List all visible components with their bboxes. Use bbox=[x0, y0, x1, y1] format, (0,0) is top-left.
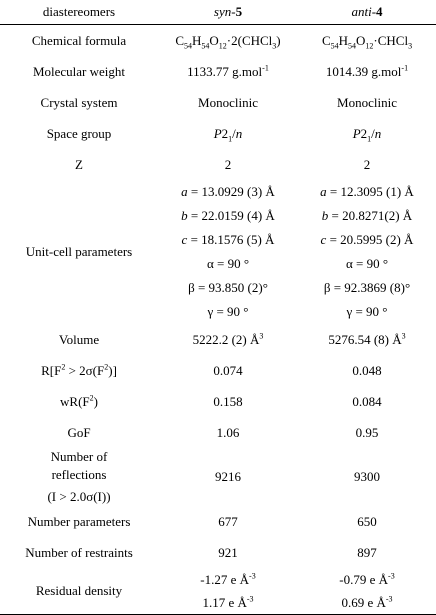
label-residual: Residual density bbox=[0, 568, 158, 615]
refl-line1: Number of bbox=[50, 449, 108, 464]
syn-c: c = 18.1576 (5) Å bbox=[181, 232, 275, 247]
label-r: $R[F^2 > 2\sigma(F^2)]$ bbox=[41, 362, 117, 378]
header-label: diastereomers bbox=[0, 0, 158, 25]
refl-line2: reflections bbox=[51, 467, 107, 482]
row-wr bbox=[0, 386, 436, 417]
label-gof: GoF bbox=[67, 424, 91, 440]
label-formula: Chemical formula bbox=[31, 32, 127, 48]
value-anti-crystal: Monoclinic bbox=[337, 94, 397, 110]
syn-resid-min: -1.27 e $Å^{-3}$ bbox=[200, 571, 256, 587]
value-syn-r: 0.074 bbox=[213, 362, 243, 378]
row-mw bbox=[0, 56, 436, 87]
value-syn-crystal: Monoclinic bbox=[198, 94, 258, 110]
value-anti-z: 2 bbox=[363, 156, 371, 172]
value-syn-gof: 1.06 bbox=[216, 424, 240, 440]
refl-line3: (I > 2.0σ(I)) bbox=[47, 489, 111, 504]
value-anti-nrestr: 897 bbox=[357, 544, 377, 560]
syn-a: a = 13.0929 (3) Å bbox=[181, 184, 275, 199]
header-row bbox=[0, 0, 436, 25]
row-r bbox=[0, 355, 436, 386]
label-nrestr: Number of restraints bbox=[25, 544, 133, 560]
value-anti-volume: 5276.54 (8) $Å^3$ bbox=[328, 331, 406, 347]
value-anti-mw: 1014.39 g.mol$^{-1}$ bbox=[325, 63, 409, 79]
value-syn-reflections: 9216 bbox=[215, 469, 241, 484]
value-syn-residual bbox=[158, 568, 298, 615]
row-crystal bbox=[0, 87, 436, 118]
label-volume: Volume bbox=[58, 331, 100, 347]
value-syn-z: 2 bbox=[224, 156, 232, 172]
value-anti-nparam: 650 bbox=[357, 513, 377, 529]
syn-b: b = 22.0159 (4) Å bbox=[181, 208, 275, 223]
label-mw: Molecular weight bbox=[32, 63, 126, 79]
value-syn-mw: 1133.77 g.mol$^{-1}$ bbox=[187, 63, 269, 79]
row-space bbox=[0, 118, 436, 149]
label-wr: $wR(F^2)$ bbox=[60, 393, 98, 409]
value-anti-wr: 0.084 bbox=[352, 393, 382, 409]
syn-beta: β = 93.850 (2)° bbox=[188, 280, 268, 295]
anti-c: c = 20.5995 (2) Å bbox=[320, 232, 414, 247]
value-anti-formula: $C_{54}H_{54}O_{12}\cdot CHCl_3$ bbox=[321, 32, 413, 51]
syn-alpha: α = 90 ° bbox=[206, 256, 250, 271]
value-syn-unitcell bbox=[158, 180, 298, 324]
anti-beta: β = 92.3869 (8)° bbox=[323, 280, 411, 295]
row-reflections bbox=[0, 448, 436, 506]
syn-gamma: γ = 90 ° bbox=[207, 304, 249, 319]
anti-gamma: γ = 90 ° bbox=[346, 304, 388, 319]
value-anti-unitcell bbox=[298, 180, 436, 324]
row-residual bbox=[0, 568, 436, 615]
anti-a: a = 12.3095 (1) Å bbox=[320, 184, 414, 199]
row-nrestr bbox=[0, 537, 436, 568]
row-volume bbox=[0, 324, 436, 355]
anti-alpha: α = 90 ° bbox=[345, 256, 389, 271]
label-nparam: Number parameters bbox=[27, 513, 131, 529]
value-syn-wr: 0.158 bbox=[213, 393, 243, 409]
value-anti-reflections: 9300 bbox=[354, 469, 380, 484]
value-anti-residual bbox=[298, 568, 436, 615]
value-syn-formula: $C_{54}H_{54}O_{12}\cdot 2(CHCl_3)$ bbox=[175, 32, 281, 51]
value-syn-nrestr: 921 bbox=[218, 544, 238, 560]
value-anti-r: 0.048 bbox=[352, 362, 382, 378]
row-z bbox=[0, 149, 436, 180]
label-z: Z bbox=[75, 156, 83, 172]
value-syn-space: $P2_1/n$ bbox=[213, 125, 243, 144]
header-syn: syn-5 bbox=[158, 0, 298, 25]
row-nparam bbox=[0, 506, 436, 537]
value-anti-gof: 0.95 bbox=[355, 424, 379, 440]
label-crystal: Crystal system bbox=[40, 94, 118, 110]
label-space: Space group bbox=[46, 125, 112, 141]
anti-b: b = 20.8271(2) Å bbox=[321, 208, 413, 223]
label-reflections bbox=[0, 448, 158, 506]
header-anti: anti-4 bbox=[298, 0, 436, 25]
row-gof bbox=[0, 417, 436, 448]
label-unitcell: Unit-cell parameters bbox=[25, 244, 133, 259]
anti-resid-max: 0.69 e $Å^{-3}$ bbox=[341, 594, 393, 610]
value-syn-volume: 5222.2 (2) $Å^3$ bbox=[192, 331, 264, 347]
value-anti-space: $P2_1/n$ bbox=[352, 125, 382, 144]
anti-resid-min: -0.79 e $Å^{-3}$ bbox=[339, 571, 395, 587]
syn-resid-max: 1.17 e $Å^{-3}$ bbox=[202, 594, 254, 610]
value-syn-nparam: 677 bbox=[218, 513, 238, 529]
row-formula bbox=[0, 25, 436, 57]
row-unitcell bbox=[0, 180, 436, 324]
